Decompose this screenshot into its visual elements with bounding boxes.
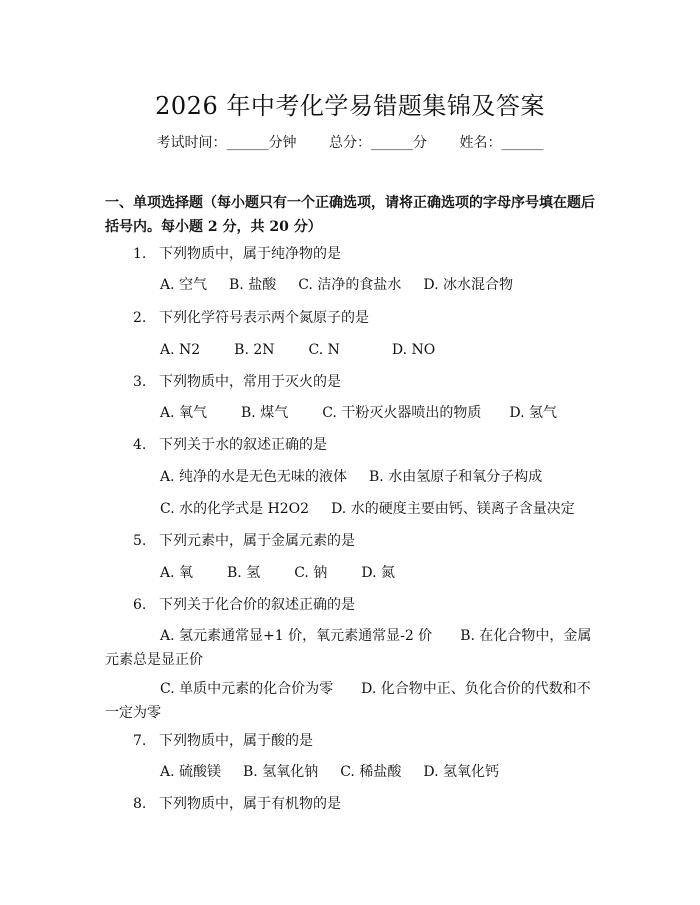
option: B. 在化合物中，金属元素总是显正价 — [105, 628, 592, 668]
option: D. 化合物中正、负化合价的代数和不一定为零 — [105, 681, 591, 721]
option: C. 钠 — [294, 565, 328, 581]
question-options — [160, 564, 417, 582]
question-text: 下列关于化合价的叙述正确的是 — [159, 597, 355, 613]
option: C. 洁净的食盐水 — [298, 277, 402, 293]
question — [133, 795, 341, 813]
question-number: 6. — [133, 597, 147, 613]
question — [133, 596, 355, 614]
question-options — [160, 404, 579, 422]
question-options — [160, 763, 521, 781]
question — [133, 309, 369, 327]
question-text: 下列关于水的叙述正确的是 — [159, 437, 327, 453]
option: C. 稀盐酸 — [340, 764, 402, 780]
option: D. NO — [391, 342, 436, 358]
question-options — [160, 468, 564, 486]
question — [133, 245, 341, 263]
question-number: 5. — [133, 533, 147, 549]
exam-score: 总分：______分 — [329, 135, 427, 151]
question-text: 下列物质中，属于纯净物的是 — [159, 246, 341, 262]
option: A. 纯净的水是无色无味的液体 — [160, 469, 348, 485]
question-options — [105, 624, 600, 672]
option: A. 氧 — [160, 565, 194, 581]
question — [133, 732, 313, 750]
option: C. 单质中元素的化合价为零 — [160, 681, 334, 697]
option: B. 盐酸 — [229, 277, 277, 293]
question-options — [160, 276, 535, 294]
question-number: 4. — [133, 437, 147, 453]
page-title: 2026 年中考化学易错题集锦及答案 — [155, 92, 545, 120]
question-number: 2. — [133, 310, 147, 326]
option: A. N2 — [160, 342, 201, 358]
option: C. 干粉灭火器喷出的物质 — [322, 405, 482, 421]
option: D. 氢氧化钙 — [423, 764, 499, 780]
question-number: 8. — [133, 796, 147, 812]
question-options — [105, 677, 600, 725]
option: A. 氢元素通常显+1 价，氧元素通常显-2 价 — [160, 628, 433, 644]
option: B. 水由氢原子和氧分子构成 — [369, 469, 543, 485]
option: C. N — [308, 342, 340, 358]
exam-meta — [0, 132, 700, 152]
section-heading: 一、单项选择题（每小题只有一个正确选项，请将正确选项的字母序号填在题后括号内。每小题 2 分，共 20 分） — [105, 195, 595, 235]
question-text: 下列物质中，属于有机物的是 — [159, 796, 341, 812]
question-text: 下列元素中，属于金属元素的是 — [159, 533, 355, 549]
question-text: 下列化学符号表示两个氮原子的是 — [159, 310, 369, 326]
option: A. 空气 — [160, 277, 208, 293]
question — [133, 532, 355, 550]
question-number: 3. — [133, 374, 147, 390]
option: D. 冰水混合物 — [423, 277, 513, 293]
question — [133, 436, 327, 454]
exam-time: 考试时间：______分钟 — [156, 135, 297, 151]
option: B. 氢 — [227, 565, 261, 581]
question-text: 下列物质中，常用于灭火的是 — [159, 374, 341, 390]
question-options — [160, 341, 457, 359]
question-text: 下列物质中，属于酸的是 — [159, 733, 313, 749]
option: A. 氧气 — [160, 405, 208, 421]
option: C. 水的化学式是 H2O2 — [160, 501, 310, 517]
exam-name: 姓名：______ — [459, 135, 544, 151]
option: D. 氮 — [361, 565, 395, 581]
option: A. 硫酸镁 — [160, 764, 222, 780]
question — [133, 373, 341, 391]
option: D. 氢气 — [509, 405, 557, 421]
option: D. 水的硬度主要由钙、镁离子含量决定 — [331, 501, 575, 517]
question-number: 1. — [133, 246, 147, 262]
option: B. 氢氧化钠 — [243, 764, 319, 780]
option: B. 2N — [234, 342, 275, 358]
option: B. 煤气 — [241, 405, 289, 421]
question-number: 7. — [133, 733, 147, 749]
question-options — [160, 500, 597, 518]
